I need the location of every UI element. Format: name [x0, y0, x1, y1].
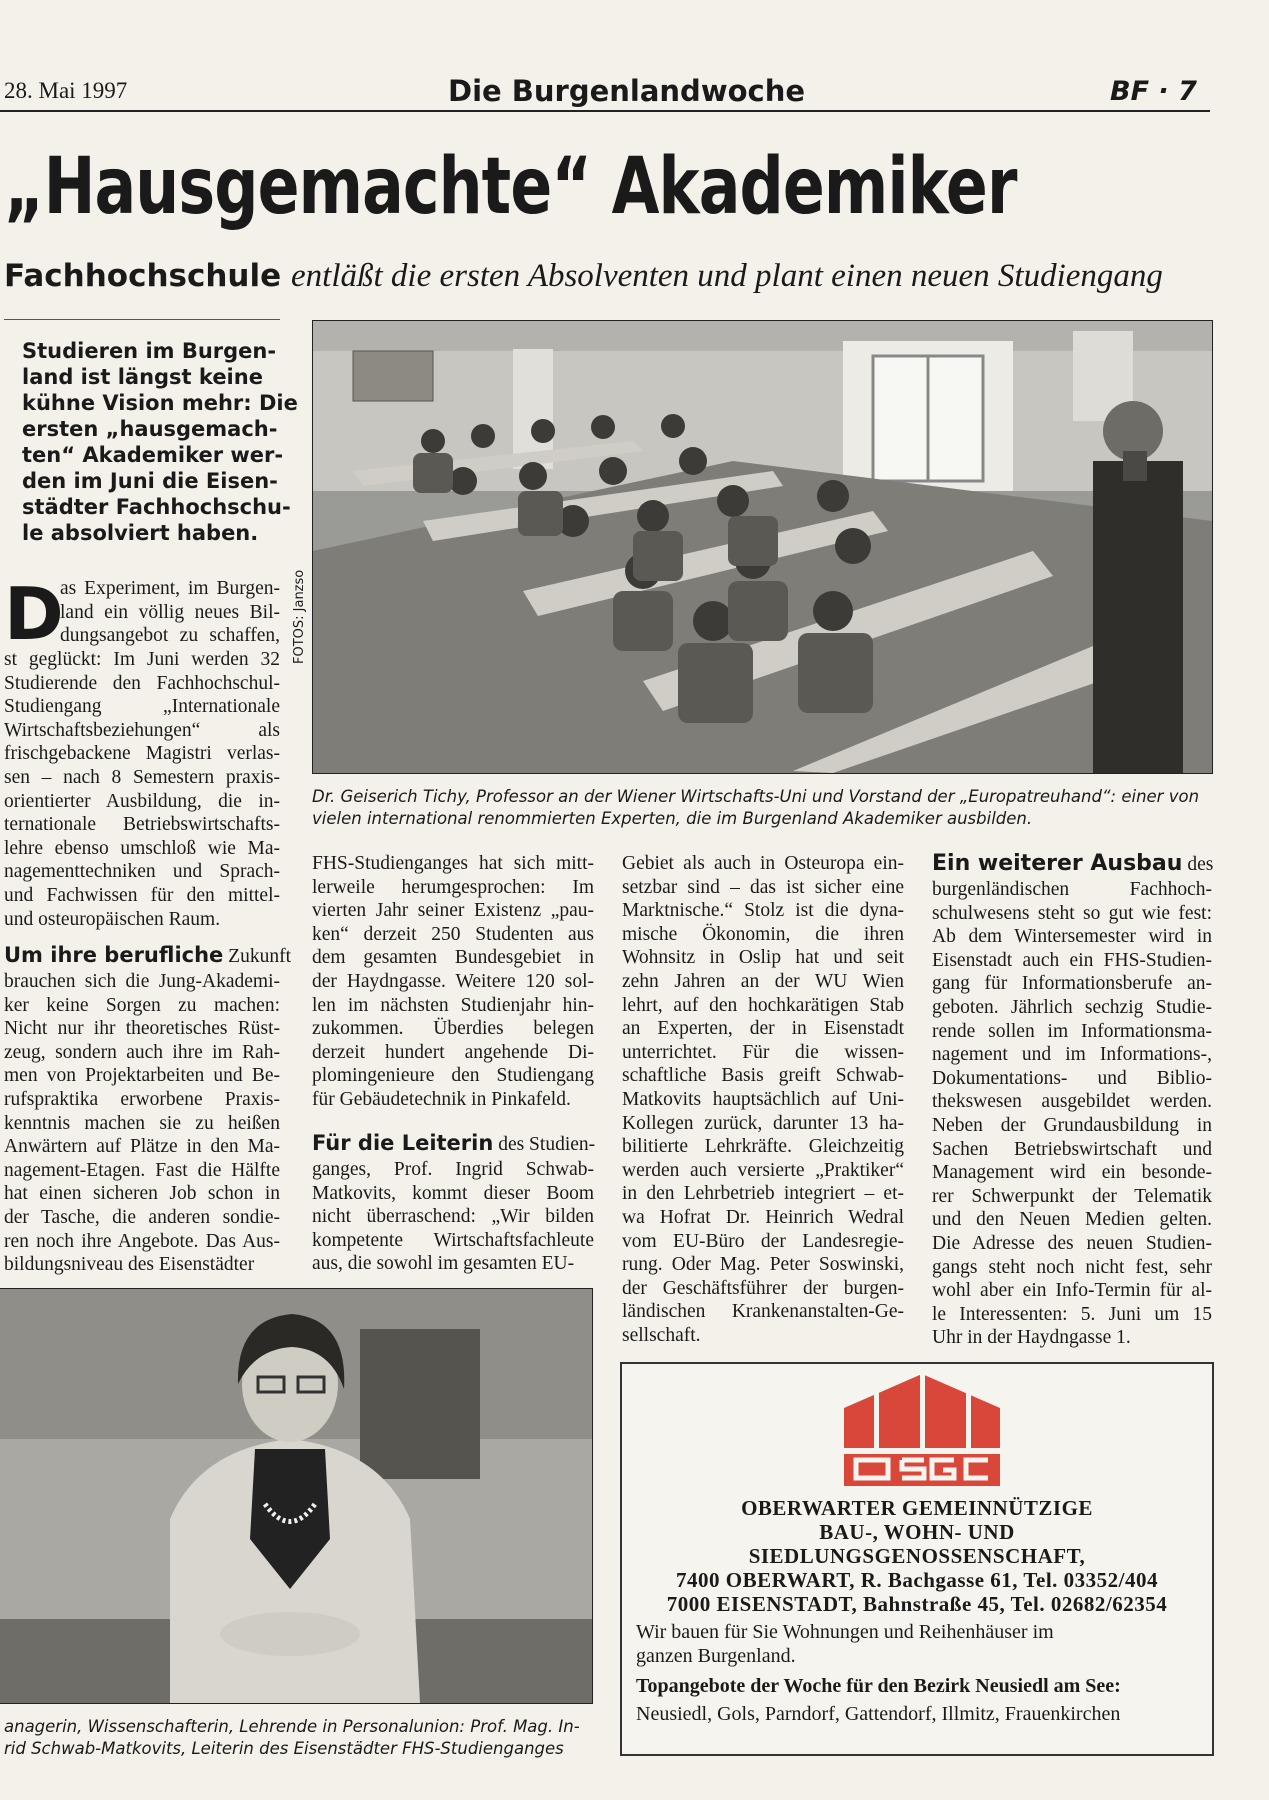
text-line: len im nächsten Studienjahr hin- — [312, 994, 594, 1016]
col2-body — [312, 852, 594, 1112]
text-line: Studiengang „Internationale — [4, 696, 280, 718]
text-line: zukommen. Überdies belegen — [312, 1018, 594, 1040]
text-line: für Gebäudetechnik in Pinkafeld. — [312, 1088, 571, 1110]
text-line: hat einen sicheren Job schon in — [4, 1183, 280, 1205]
osg-logo-icon — [844, 1374, 1000, 1486]
ad-text-line: Wir bauen für Sie Wohnungen und Reihenhäuser im — [636, 1621, 1054, 1643]
classroom-photo — [312, 320, 1213, 774]
text-line: der Geschäftsführer der burgen- — [622, 1277, 904, 1299]
kicker-rest: des — [1187, 854, 1214, 875]
text-line: rung. Oder Mag. Peter Soswinski, — [622, 1254, 904, 1276]
text-line: dem gesamten Bundesgebiet in — [312, 947, 594, 969]
text-line: zeug, sondern auch ihre im Rah- — [4, 1041, 280, 1063]
col1-body — [4, 648, 280, 931]
portrait-photo — [0, 1288, 593, 1704]
ad-company-line: SIEDLUNGSGENOSSENSCHAFT, — [748, 1544, 1086, 1568]
ad-text-line: ganzen Burgenland. — [636, 1645, 796, 1667]
text-line: an Experten, der in Eisenstadt — [622, 1018, 904, 1040]
text-line: nagementtechniken und Sprach- — [4, 861, 280, 883]
text-line: FHS-Studienganges hat sich mitt- — [312, 853, 594, 874]
lead-paragraph — [22, 338, 298, 546]
text-line: Management wird ein besonde- — [932, 1162, 1212, 1184]
lead-line: le absolviert haben. — [22, 521, 259, 545]
text-line: wa Hofrat Dr. Heinrich Wedral — [622, 1206, 904, 1228]
text-line: dungsangebot zu schaffen, — [60, 625, 280, 647]
text-line: sellschaft. — [622, 1324, 701, 1346]
text-line: Matkovits, kommt dieser Boom — [312, 1182, 594, 1204]
text-line: Eisenstadt auch ein FHS-Studien- — [932, 949, 1212, 971]
lead-line: ersten „hausgemach- — [22, 417, 278, 441]
lead-line: ten“ Akademiker wer- — [22, 443, 284, 467]
text-line: Gebiet als auch in Osteuropa ein- — [622, 853, 904, 874]
text-line: Wirtschaftsbeziehungen“ als — [4, 719, 280, 741]
col4-body — [932, 878, 1212, 1350]
text-line: aus, die sowohl im gesamten EU- — [312, 1253, 575, 1275]
portrait-photo-illustration — [0, 1289, 592, 1703]
photo2-caption — [4, 1716, 604, 1760]
text-line: ren noch ihre Angebote. Das Aus- — [4, 1230, 280, 1252]
text-line: der Tasche, die anderen sondie- — [4, 1206, 280, 1228]
text-line: Anwärtern auf Plätze in den Ma- — [4, 1136, 280, 1158]
text-line: gangs steht noch nicht fest, sehr — [932, 1256, 1212, 1278]
text-line: zehn Jahren an der WU Wien — [622, 970, 904, 992]
col1-body-2 — [4, 970, 280, 1277]
col2-body-2 — [312, 1158, 594, 1276]
text-line: plomingenieure den Studiengang — [312, 1065, 594, 1087]
col4-kicker-line — [932, 852, 1212, 877]
text-line: setzbar sind – das ist sicher eine — [622, 876, 904, 898]
text-line: brauchen sich die Jung-Akademi- — [4, 971, 280, 992]
issue-date: 28. Mai 1997 — [4, 78, 128, 103]
text-line: lehrt, auf den hochkarätigen Stab — [622, 994, 904, 1016]
col1-dropcap-lines — [60, 577, 280, 648]
lead-line: land ist längst keine — [22, 365, 263, 389]
photo-credit: FOTOS: Janzso — [292, 569, 307, 664]
header-rule — [0, 110, 1210, 112]
classroom-photo-illustration — [313, 321, 1212, 773]
text-line: gang für Informationsberufe an- — [932, 973, 1212, 995]
text-line: vom EU-Büro der Landesregie- — [622, 1230, 904, 1252]
text-line: schulwesens steht so gut wie fest: — [932, 902, 1212, 924]
caption-line: vielen international renommierten Experten, die im Burgenland Akademiker ausbilden. — [312, 809, 1033, 828]
text-line: frischgebackene Magistri verlas- — [4, 743, 280, 765]
text-line: nicht überraschend: „Wir bilden — [312, 1206, 594, 1228]
col2-kicker-line — [312, 1132, 594, 1157]
headline: „Hausgemachte“ Akademiker — [4, 142, 1017, 232]
text-line: in den Lehrbetrieb integriert – et- — [622, 1183, 904, 1205]
text-line: Nicht nur ihr theoretisches Rüst- — [4, 1018, 280, 1040]
subhead-lead: Fachhochschule — [4, 258, 282, 294]
text-line: und den Neuen Medien gelten. — [932, 1209, 1212, 1231]
text-line: bildungsniveau des Eisenstädter — [4, 1254, 255, 1276]
section-kicker: Ein weiterer Ausbau — [932, 851, 1183, 876]
text-line: werden auch versierte „Praktiker“ — [622, 1159, 904, 1181]
caption-line: Dr. Geiserich Tichy, Professor an der Wiener Wirtschafts-Uni und Vorstand der „Europatreuhand“: einer von — [312, 787, 1200, 806]
text-line: kenntnis machen sie zu heißen — [4, 1112, 280, 1134]
text-line: schaftliche Basis greift Schwab- — [622, 1065, 904, 1087]
text-line: mische Ökonomin, die ihren — [622, 923, 904, 945]
col3-body — [622, 852, 904, 1347]
text-line: Studierende den Fachhochschul- — [4, 672, 280, 694]
ad-offer-heading: Topangebote der Woche für den Bezirk Neusiedl am See: — [636, 1675, 1121, 1697]
text-line: land ein völlig neues Bil- — [60, 601, 280, 623]
text-line: ländischen Krankenanstalten-Ge- — [622, 1301, 904, 1323]
newspaper-name: Die Burgenlandwoche — [448, 74, 806, 108]
text-line: burgenländischen Fachhoch- — [932, 879, 1212, 900]
section-kicker: Für die Leiterin — [312, 1131, 494, 1155]
text-line: Dokumentations- und Biblio- — [932, 1067, 1212, 1089]
text-line: rer Schwerpunkt der Telematik — [932, 1185, 1212, 1207]
caption-line: anagerin, Wissenschafterin, Lehrende in Personalunion: Prof. Mag. In- — [4, 1717, 580, 1736]
photo1-caption — [312, 786, 1212, 830]
text-line: lerweile herumgesprochen: Im — [312, 876, 594, 898]
lead-line: Studieren im Burgen- — [22, 339, 277, 363]
text-line: ganges, Prof. Ingrid Schwab- — [312, 1159, 594, 1180]
text-line: der Haydngasse. Weitere 120 sol- — [312, 970, 594, 992]
page-number: BF · 7 — [1110, 76, 1197, 107]
caption-line: rid Schwab-Matkovits, Leiterin des Eisenstädter FHS-Studienganges — [4, 1739, 564, 1758]
text-line: lehre ebenso umschloß wie Ma- — [4, 837, 280, 859]
drop-cap: D — [4, 572, 64, 656]
text-line: as Experiment, im Burgen- — [60, 578, 280, 599]
ad-company-line: BAU-, WOHN- UND — [819, 1520, 1015, 1544]
text-line: kompetente Wirtschaftsfachleute — [312, 1229, 594, 1251]
lead-rule — [4, 319, 280, 320]
text-line: orientierter Ausbildung, die in- — [4, 790, 280, 812]
text-line: Die Adresse des neuen Studien- — [932, 1232, 1212, 1254]
subhead-text: entläßt die ersten Absolventen und plant einen neuen Studiengang — [291, 258, 1163, 294]
text-line: ternationale Betriebswirtschafts- — [4, 814, 280, 836]
osg-advertisement — [620, 1362, 1214, 1756]
text-line: sen – nach 8 Semestern praxis- — [4, 766, 280, 788]
text-line: Matkovits hauptsächlich auf Uni- — [622, 1088, 904, 1110]
text-line: rende sollen im Informationsma- — [932, 1020, 1212, 1042]
text-line: thekswesen ausgebildet werden. — [932, 1091, 1212, 1113]
ad-company-line: OBERWARTER GEMEINNÜTZIGE — [741, 1496, 1093, 1520]
lead-line: den im Juni die Eisen- — [22, 469, 278, 493]
lead-line: kühne Vision mehr: Die — [22, 391, 298, 415]
ad-address-line: 7000 EISENSTADT, Bahnstraße 45, Tel. 02682/62354 — [666, 1592, 1168, 1616]
text-line: men von Projektarbeiten und Be- — [4, 1065, 280, 1087]
kicker-rest: des Studien- — [498, 1134, 596, 1155]
text-line: Sachen Betriebswirtschaft und — [932, 1138, 1212, 1160]
text-line: Marktnische.“ Stolz ist die dyna- — [622, 900, 904, 922]
text-line: Uhr in der Haydngasse 1. — [932, 1327, 1131, 1349]
text-line: bilitierte Lehrkräfte. Gleichzeitig — [622, 1136, 904, 1158]
text-line: Wohnsitz in Oslip hat und seit — [622, 947, 904, 969]
text-line: unterrichtet. Für die wissen- — [622, 1041, 904, 1063]
text-line: ken“ derzeit 250 Studenten aus — [312, 923, 594, 945]
text-line: Kollegen zurück, darunter 13 ha- — [622, 1112, 904, 1134]
osg-logo-text: OSG — [844, 1374, 847, 1375]
col1-kicker-line — [4, 943, 291, 969]
text-line: rufspraktika erworbene Praxis- — [4, 1088, 280, 1110]
ad-address-line: 7400 OBERWART, R. Bachgasse 61, Tel. 03352/404 — [675, 1568, 1159, 1592]
text-line: derzeit hundert angehende Di- — [312, 1041, 594, 1063]
text-line: geboten. Jährlich sechzig Studie- — [932, 996, 1212, 1018]
text-line: Neben der Grundausbildung in — [932, 1114, 1212, 1136]
subheadline — [4, 258, 1163, 295]
text-line: und osteuropäischen Raum. — [4, 908, 221, 930]
kicker-rest: Zukunft — [228, 946, 291, 967]
text-line: nagement-Etagen. Fast die Hälfte — [4, 1159, 280, 1181]
text-line: le Interessenten: 5. Juni um 15 — [932, 1303, 1212, 1325]
text-line: wohl aber ein Info-Termin für al- — [932, 1280, 1212, 1302]
text-line: ker keine Sorgen zu machen: — [4, 994, 280, 1016]
lead-line: städter Fachhochschu- — [22, 495, 291, 519]
text-line: nagement und im Informations-, — [932, 1044, 1212, 1066]
section-kicker: Um ihre berufliche — [4, 943, 224, 967]
text-line: vierten Jahr seiner Existenz „pau- — [312, 900, 594, 922]
ad-offer-locations: Neusiedl, Gols, Parndorf, Gattendorf, Illmitz, Frauenkirchen — [636, 1703, 1121, 1725]
text-line: st geglückt: Im Juni werden 32 — [4, 649, 280, 670]
text-line: und Fachwissen für den mittel- — [4, 884, 280, 906]
text-line: Ab dem Wintersemester wird in — [932, 926, 1212, 948]
